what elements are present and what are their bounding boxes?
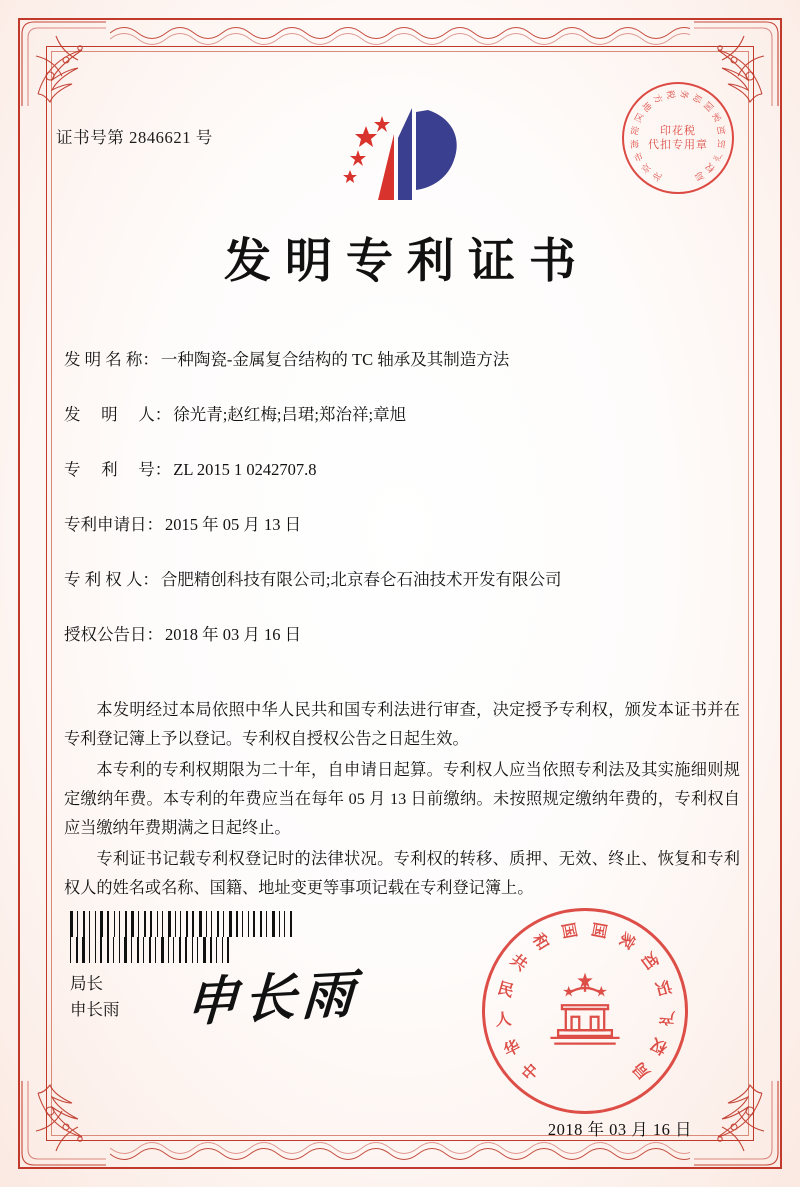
barcode-bar bbox=[77, 911, 78, 937]
barcode-gap bbox=[233, 911, 234, 937]
barcode-bar bbox=[100, 937, 102, 963]
signature-role-label: 局长 bbox=[70, 974, 103, 993]
national-emblem-icon bbox=[537, 963, 633, 1059]
barcode-bar bbox=[131, 937, 132, 963]
barcode-bar bbox=[272, 911, 275, 937]
barcode-bar bbox=[206, 911, 207, 937]
barcode-gap bbox=[92, 911, 94, 937]
barcode-gap bbox=[128, 911, 130, 937]
barcode-gap bbox=[87, 937, 88, 963]
field-label: 专 利 号： bbox=[64, 460, 172, 479]
field-value: 一种陶瓷-金属复合结构的 TC 轴承及其制造方法 bbox=[160, 350, 510, 369]
field-label: 专 利 权 人： bbox=[64, 570, 159, 589]
tax-seal-line-1: 印花税 bbox=[660, 125, 696, 137]
field-invention-name bbox=[64, 346, 744, 370]
bottom-edge-ornament bbox=[110, 1141, 690, 1167]
barcode-bar bbox=[260, 911, 262, 937]
seal-ring-char: 区 bbox=[632, 111, 646, 125]
barcode-bar bbox=[125, 911, 127, 937]
barcode-bar bbox=[149, 937, 151, 963]
barcode-bar bbox=[248, 911, 249, 937]
seal-ring-char: 务 bbox=[678, 89, 690, 100]
barcode-gap bbox=[140, 937, 142, 963]
barcode-bar bbox=[138, 911, 139, 937]
seal-ring-char: 局 bbox=[630, 1058, 654, 1082]
barcode-gap bbox=[154, 911, 156, 937]
barcode-gap bbox=[263, 911, 265, 937]
seal-ring-char: 国 bbox=[701, 99, 716, 113]
field-patentee bbox=[64, 566, 744, 590]
seal-ring-char: 权 bbox=[703, 161, 718, 175]
field-value: 2018 年 03 月 16 日 bbox=[165, 625, 302, 644]
seal-ring-char: 知 bbox=[715, 124, 727, 136]
barcode-gap bbox=[136, 911, 137, 937]
barcode-gap bbox=[245, 911, 247, 937]
barcode-gap bbox=[172, 911, 173, 937]
barcode-gap bbox=[116, 911, 118, 937]
barcode-gap bbox=[208, 911, 210, 937]
field-value: 合肥精创科技有限公司;北京春仑石油技术开发有限公司 bbox=[160, 570, 562, 589]
barcode-bar bbox=[155, 937, 156, 963]
barcode-gap bbox=[183, 911, 185, 937]
seal-ring-char: 家 bbox=[710, 110, 724, 124]
field-list bbox=[64, 346, 744, 676]
barcode-gap bbox=[104, 937, 106, 963]
top-edge-ornament bbox=[110, 20, 690, 46]
field-label: 专利申请日： bbox=[64, 515, 163, 534]
barcode-bar bbox=[119, 911, 120, 937]
barcode-gap bbox=[276, 911, 277, 937]
barcode-bar bbox=[279, 911, 280, 937]
barcode-gap bbox=[158, 937, 160, 963]
seal-ring-char: 局 bbox=[693, 169, 707, 183]
barcode-bar bbox=[119, 937, 120, 963]
seal-ring-char: 海 bbox=[629, 138, 640, 151]
seal-ring-char: 市 bbox=[632, 150, 645, 164]
seal-ring-char: 民 bbox=[495, 979, 516, 1001]
field-label: 发 明 人： bbox=[64, 405, 172, 424]
barcode-gap bbox=[176, 937, 178, 963]
barcode-gap bbox=[110, 937, 112, 963]
barcode-bar bbox=[186, 911, 188, 937]
seal-ring-char: 国 bbox=[558, 921, 578, 941]
seal-ring-char: 京 bbox=[639, 161, 654, 176]
barcode-gap bbox=[177, 911, 179, 937]
seal-ring-char: 共 bbox=[506, 951, 530, 975]
seal-ring-char: 产 bbox=[711, 150, 725, 163]
barcode-gap bbox=[116, 937, 118, 963]
legal-body-text bbox=[64, 696, 740, 905]
barcode-gap bbox=[73, 937, 75, 963]
barcode-gap bbox=[159, 911, 161, 937]
barcode-gap bbox=[92, 937, 94, 963]
barcode-gap bbox=[105, 911, 106, 937]
barcode-gap bbox=[97, 911, 99, 937]
barcode-bar bbox=[217, 911, 219, 937]
tax-seal-line-2: 代扣专用章 bbox=[648, 139, 708, 151]
barcode-bar bbox=[192, 937, 193, 963]
barcode-bar bbox=[242, 911, 243, 937]
barcode-bar bbox=[223, 911, 224, 937]
barcode-bar bbox=[168, 937, 169, 963]
barcode-bar bbox=[192, 911, 194, 937]
seal-ring-char: 人 bbox=[494, 1011, 513, 1030]
seal-ring-char: 识 bbox=[653, 976, 674, 997]
barcode-gap bbox=[182, 937, 184, 963]
barcode-bar bbox=[70, 911, 73, 937]
barcode-bar bbox=[70, 937, 71, 963]
seal-ring-char: 税 bbox=[665, 89, 677, 100]
field-label: 授权公告日： bbox=[64, 625, 163, 644]
national-ip-administration-seal bbox=[482, 908, 688, 1114]
field-inventors bbox=[64, 401, 744, 425]
barcode-bar bbox=[168, 911, 171, 937]
barcode-bar bbox=[89, 937, 90, 963]
page-title: 发明专利证书 bbox=[224, 236, 590, 288]
body-paragraph-2: 本专利的专利权期限为二十年，自申请日起算。专利权人应当依照专利法及其实施细则规定缴纳年费。本专利的年费应当在每年 05 月 13 日前缴纳。未按照规定缴纳年费的，专利权自应当缴纳年费期满之日起终止。 bbox=[64, 761, 740, 837]
barcode-gap bbox=[287, 911, 289, 937]
barcode-gap bbox=[189, 911, 191, 937]
barcode-gap bbox=[129, 937, 130, 963]
handwritten-signature: 申长雨 bbox=[184, 963, 362, 1034]
field-value: 2015 年 05 月 13 日 bbox=[165, 515, 302, 534]
barcode-bar bbox=[89, 911, 90, 937]
barcode-bar bbox=[95, 937, 96, 963]
seal-ring-char: 中 bbox=[519, 1061, 543, 1085]
barcode-gap bbox=[134, 937, 136, 963]
barcode-bar bbox=[266, 911, 267, 937]
barcode-bar bbox=[137, 937, 139, 963]
seal-ring-char: 华 bbox=[501, 1037, 524, 1061]
seal-ring-char: 地 bbox=[640, 100, 654, 114]
field-value: ZL 2015 1 0242707.8 bbox=[173, 460, 317, 479]
barcode-gap bbox=[269, 911, 271, 937]
barcode-bar bbox=[124, 937, 127, 963]
barcode-bar bbox=[113, 937, 114, 963]
barcode-gap bbox=[122, 911, 124, 937]
barcode-gap bbox=[75, 911, 76, 937]
field-application-date bbox=[64, 511, 744, 535]
seal-ring-char: 知 bbox=[637, 948, 661, 972]
seal-ring-char: 局 bbox=[690, 92, 704, 105]
barcode-gap bbox=[293, 911, 295, 937]
barcode-bar bbox=[76, 937, 78, 963]
body-paragraph-3: 专利证书记载专利权登记时的法律状况。专利权的转移、质押、无效、终止、恢复和专利权人的姓名或名称、国籍、地址变更等事项记载在专利登记簿上。 bbox=[64, 850, 740, 897]
field-value: 徐光青;赵红梅;吕珺;郑治祥;章旭 bbox=[173, 405, 407, 424]
seal-ring-char: 家 bbox=[614, 928, 638, 952]
issue-date: 2018 年 03 月 16 日 bbox=[547, 1120, 692, 1139]
field-patent-number bbox=[64, 456, 744, 480]
barcode-gap bbox=[189, 937, 191, 963]
barcode-gap bbox=[196, 911, 198, 937]
barcode-bar bbox=[143, 937, 144, 963]
certificate-content bbox=[56, 56, 744, 1139]
barcode-bar bbox=[157, 911, 158, 937]
patent-office-logo-icon bbox=[320, 104, 480, 214]
barcode-gap bbox=[214, 911, 216, 937]
barcode-bar bbox=[173, 937, 174, 963]
barcode-bar bbox=[161, 937, 164, 963]
barcode-gap bbox=[80, 911, 82, 937]
barcode-bar bbox=[114, 911, 115, 937]
barcode-gap bbox=[226, 911, 228, 937]
seal-ring-char: 识 bbox=[716, 137, 727, 150]
seal-ring-char: 权 bbox=[648, 1034, 671, 1057]
barcode-gap bbox=[281, 911, 283, 937]
barcode-bar bbox=[211, 911, 212, 937]
barcode-bar bbox=[180, 911, 181, 937]
barcode-gap bbox=[79, 937, 81, 963]
tax-stamp-seal bbox=[622, 82, 734, 194]
barcode-gap bbox=[147, 911, 149, 937]
barcode-gap bbox=[165, 937, 166, 963]
barcode-gap bbox=[86, 911, 88, 937]
body-paragraph-1: 本发明经过本局依照中华人民共和国专利法进行审查，决定授予专利权，颁发本证书并在专利登记簿上予以登记。专利权自授权公告之日起生效。 bbox=[64, 701, 740, 748]
barcode-gap bbox=[146, 937, 148, 963]
barcode-gap bbox=[141, 911, 143, 937]
barcode bbox=[70, 911, 296, 937]
certificate-number: 证书号第 2846621 号 bbox=[56, 128, 213, 147]
barcode-gap bbox=[257, 911, 259, 937]
barcode-gap bbox=[121, 937, 123, 963]
barcode-bar bbox=[107, 911, 109, 937]
barcode-gap bbox=[111, 911, 113, 937]
barcode-gap bbox=[203, 911, 204, 937]
barcode-gap bbox=[220, 911, 222, 937]
barcode-bar bbox=[179, 937, 181, 963]
barcode-bar bbox=[284, 911, 285, 937]
seal-ring-char: 淀 bbox=[629, 125, 640, 137]
barcode-bar bbox=[253, 911, 255, 937]
barcode-bar bbox=[107, 937, 109, 963]
barcode-bar bbox=[290, 911, 292, 937]
barcode-bar bbox=[83, 911, 85, 937]
barcode-gap bbox=[170, 937, 172, 963]
barcode-gap bbox=[152, 937, 154, 963]
barcode-bar bbox=[150, 911, 152, 937]
barcode-gap bbox=[97, 937, 99, 963]
seal-ring-char: 北 bbox=[650, 170, 664, 184]
barcode-gap bbox=[165, 911, 167, 937]
seal-ring-char: 和 bbox=[528, 931, 552, 954]
seal-ring-char: 方 bbox=[651, 92, 665, 106]
barcode-gap bbox=[250, 911, 252, 937]
barcode-bar bbox=[185, 937, 187, 963]
barcode-bar bbox=[100, 911, 103, 937]
signature-name: 申长雨 bbox=[70, 1000, 120, 1019]
barcode-bar bbox=[229, 911, 232, 937]
barcode-bar bbox=[95, 911, 96, 937]
field-label: 发 明 名 称： bbox=[64, 350, 159, 369]
barcode-bar bbox=[236, 911, 238, 937]
barcode-bar bbox=[162, 911, 163, 937]
barcode-bar bbox=[131, 911, 134, 937]
field-grant-date bbox=[64, 621, 744, 645]
barcode-bar bbox=[175, 911, 176, 937]
seal-ring-char: 产 bbox=[658, 1007, 676, 1026]
barcode-gap bbox=[239, 911, 241, 937]
tax-seal-center bbox=[624, 124, 732, 152]
barcode-bar bbox=[144, 911, 146, 937]
barcode-bar bbox=[199, 911, 202, 937]
barcode-bar bbox=[82, 937, 85, 963]
seal-ring-char: 国 bbox=[588, 920, 608, 940]
signature-block bbox=[70, 971, 120, 1023]
